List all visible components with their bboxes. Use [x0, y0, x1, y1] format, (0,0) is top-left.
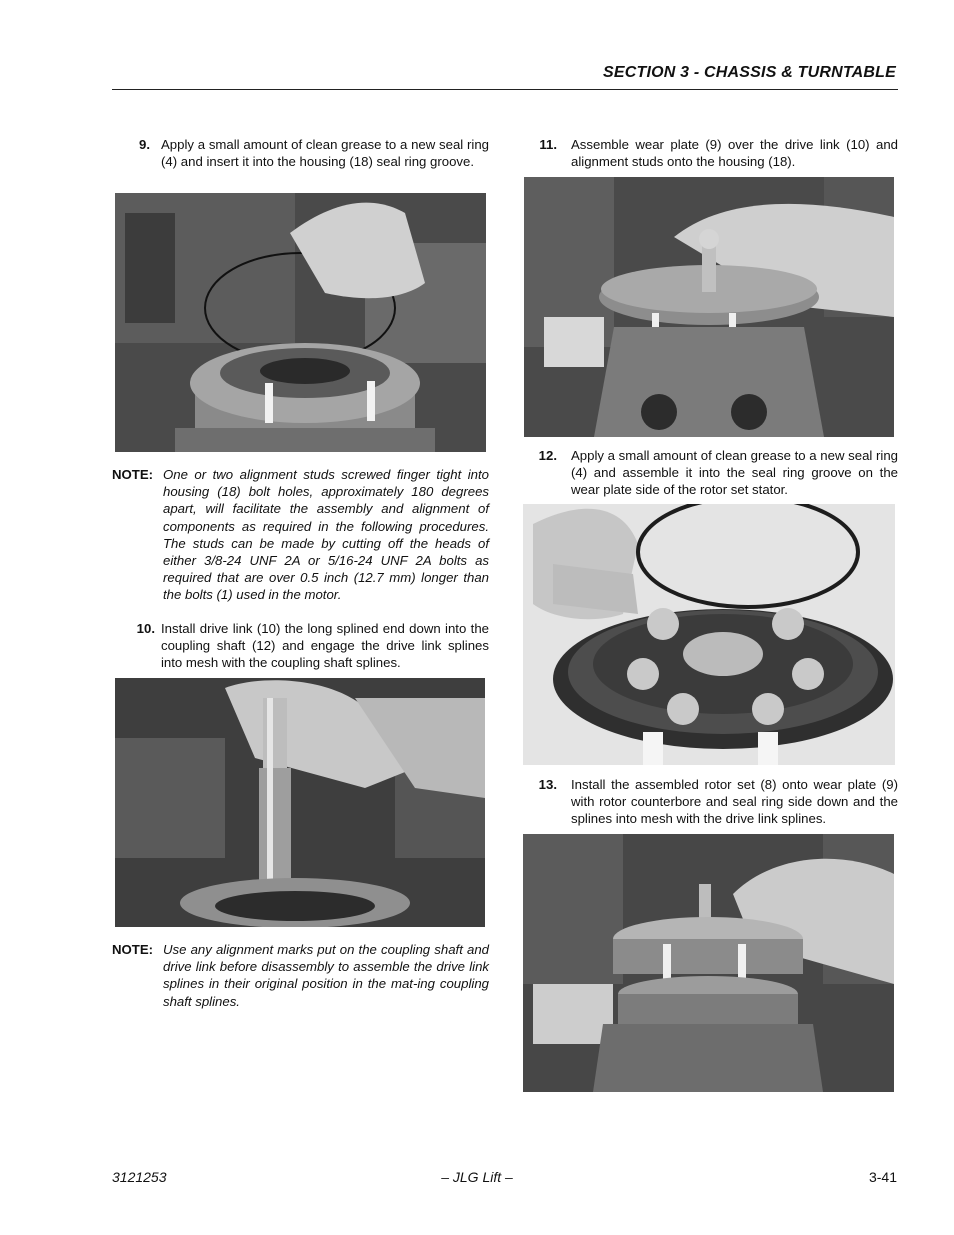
step-number: 13.	[538, 777, 557, 792]
note-label: NOTE:	[112, 467, 154, 482]
section-header-title: SECTION 3 - CHASSIS & TURNTABLE	[602, 64, 896, 81]
step-text: Apply a small amount of clean grease to a new seal ring (4) and insert it into the housing (18) seal ring groove.	[161, 137, 489, 169]
footer-page-number: 3-41	[868, 1169, 897, 1185]
step-number: 9.	[139, 137, 150, 152]
photo-seal-ring-housing	[115, 193, 486, 452]
photo-drive-link	[115, 678, 485, 927]
step-text: Assemble wear plate (9) over the drive link (10) and alignment studs onto the housing (18).	[571, 137, 898, 169]
note-alignment-studs	[112, 466, 490, 606]
step-number: 12.	[538, 448, 557, 463]
note-label: NOTE:	[112, 942, 154, 957]
step-text: Install the assembled rotor set (8) onto wear plate (9) with rotor counterbore and seal ring side down and the splines into mesh with the drive link splines.	[571, 777, 898, 826]
footer-doc-number: 3121253	[112, 1169, 167, 1185]
step-text: Install drive link (10) the long splined end down into the coupling shaft (12) and engage the drive link splines into mesh with the coupling shaft splines.	[161, 621, 489, 670]
step-number: 11.	[539, 137, 557, 152]
step-number: 10.	[136, 621, 155, 636]
header-rule	[112, 89, 898, 90]
footer-brand: – JLG Lift –	[441, 1169, 513, 1185]
note-text: Use any alignment marks put on the coupling shaft and drive link before disassembly to assemble the drive link splines in their original position in the mat-ing coupling shaft splines.	[163, 942, 489, 1009]
step-text: Apply a small amount of clean grease to a new seal ring (4) and assemble it into the seal ring groove on the wear plate side of the rotor set stator.	[571, 448, 898, 497]
note-alignment-marks	[112, 941, 490, 1011]
photo-rotor-stator-seal	[523, 504, 895, 765]
note-text: One or two alignment studs screwed finger tight into housing (18) bolt holes, approximately 180 degrees apart, will facilitate the assembly and alignment of components as required in the following procedures. The studs can be made by cutting off the heads of either 3/8-24 UNF 2A or 5/16-24 UNF 2A bolts as required that are over 0.5 inch (12.7 mm) longer than the bolts (1) used in the motor.	[163, 467, 489, 603]
photo-rotor-set-assembly	[523, 834, 894, 1092]
photo-wear-plate	[524, 177, 894, 437]
